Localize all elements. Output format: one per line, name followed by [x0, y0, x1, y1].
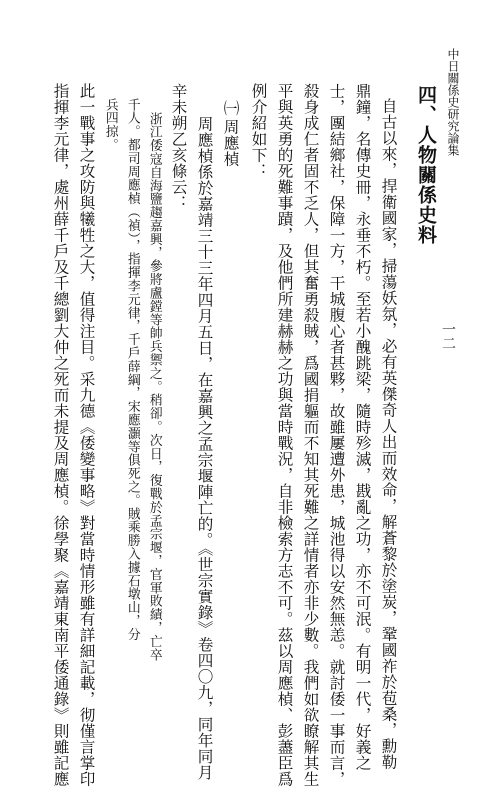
quote-column: 千人。都司周應楨（禎），指揮李元律，千戶薛綱，宋應灝等俱死之。賊乘勝入據石墩山，分: [124, 98, 140, 641]
source-paragraph-column: 辛未朔乙亥條云：: [169, 83, 188, 211]
intro-paragraph-column: 自古以來，捍衛國家，掃蕩妖氛，必有英傑奇人出而效命，解蒼黎於塗炭，鞏國祚於苞桑，勳勒: [379, 98, 398, 770]
subsection-heading: [222, 100, 238, 167]
source-paragraph-column: 周應楨係於嘉靖三十三年四月五日，在嘉興之孟宗堰陣亡的。《世宗實錄》卷四〇九，同年同月: [195, 116, 214, 781]
quote-column: 兵四掠。: [102, 98, 118, 152]
closing-paragraph-column: 指揮李元律，處州薛千戶及千總劉大仲之死而未提及周應楨。徐學聚《嘉靖東南平倭通錄》則雖記應: [51, 83, 70, 787]
intro-paragraph-column: 鼎鐘，名傳史冊，永垂不朽。至若小醜跳梁，隨時殄滅，戡亂之功，亦不可泯。有明一代，好義之: [353, 83, 372, 771]
section-title: 四、人物關係史料: [415, 85, 437, 245]
running-head: 中日關係史研究論集: [446, 48, 460, 156]
subsection-number: ㈠: [221, 100, 240, 116]
closing-paragraph-column: 此一戰事之攻防與犧牲之大，值得注目。采九德《倭變事略》對當時情形雖有詳細記載，彻僅言掌印: [77, 83, 96, 787]
intro-paragraph-column: 例介紹如下：: [249, 83, 268, 179]
subsection-name: 周應楨: [221, 119, 240, 167]
intro-paragraph-column: 殺身成仁者固不乏人，但其奮勇殺賊，爲國捐軀而不知其死難之詳情者亦非少數。我們如欲瞭解其生: [301, 83, 320, 787]
intro-paragraph-column: 士，團結鄉社，保障一方，干城腹心者甚夥，故雖屢遭外患，城池得以安然無恙。就討倭一事而言，: [327, 83, 346, 787]
page-number: 一二: [440, 322, 456, 350]
intro-paragraph-column: 平與英勇的死難事蹟，及他們所建赫赫之功與當時戰況，自非檢索方志不可。茲以周應楨、彭藎臣爲: [275, 83, 294, 787]
quote-column: 浙江倭寇自海鹽趨嘉興，參將盧鏜等帥兵禦之。稍卻。次日，復戰於孟宗堰，官軍敗績，亡卒: [146, 112, 162, 662]
